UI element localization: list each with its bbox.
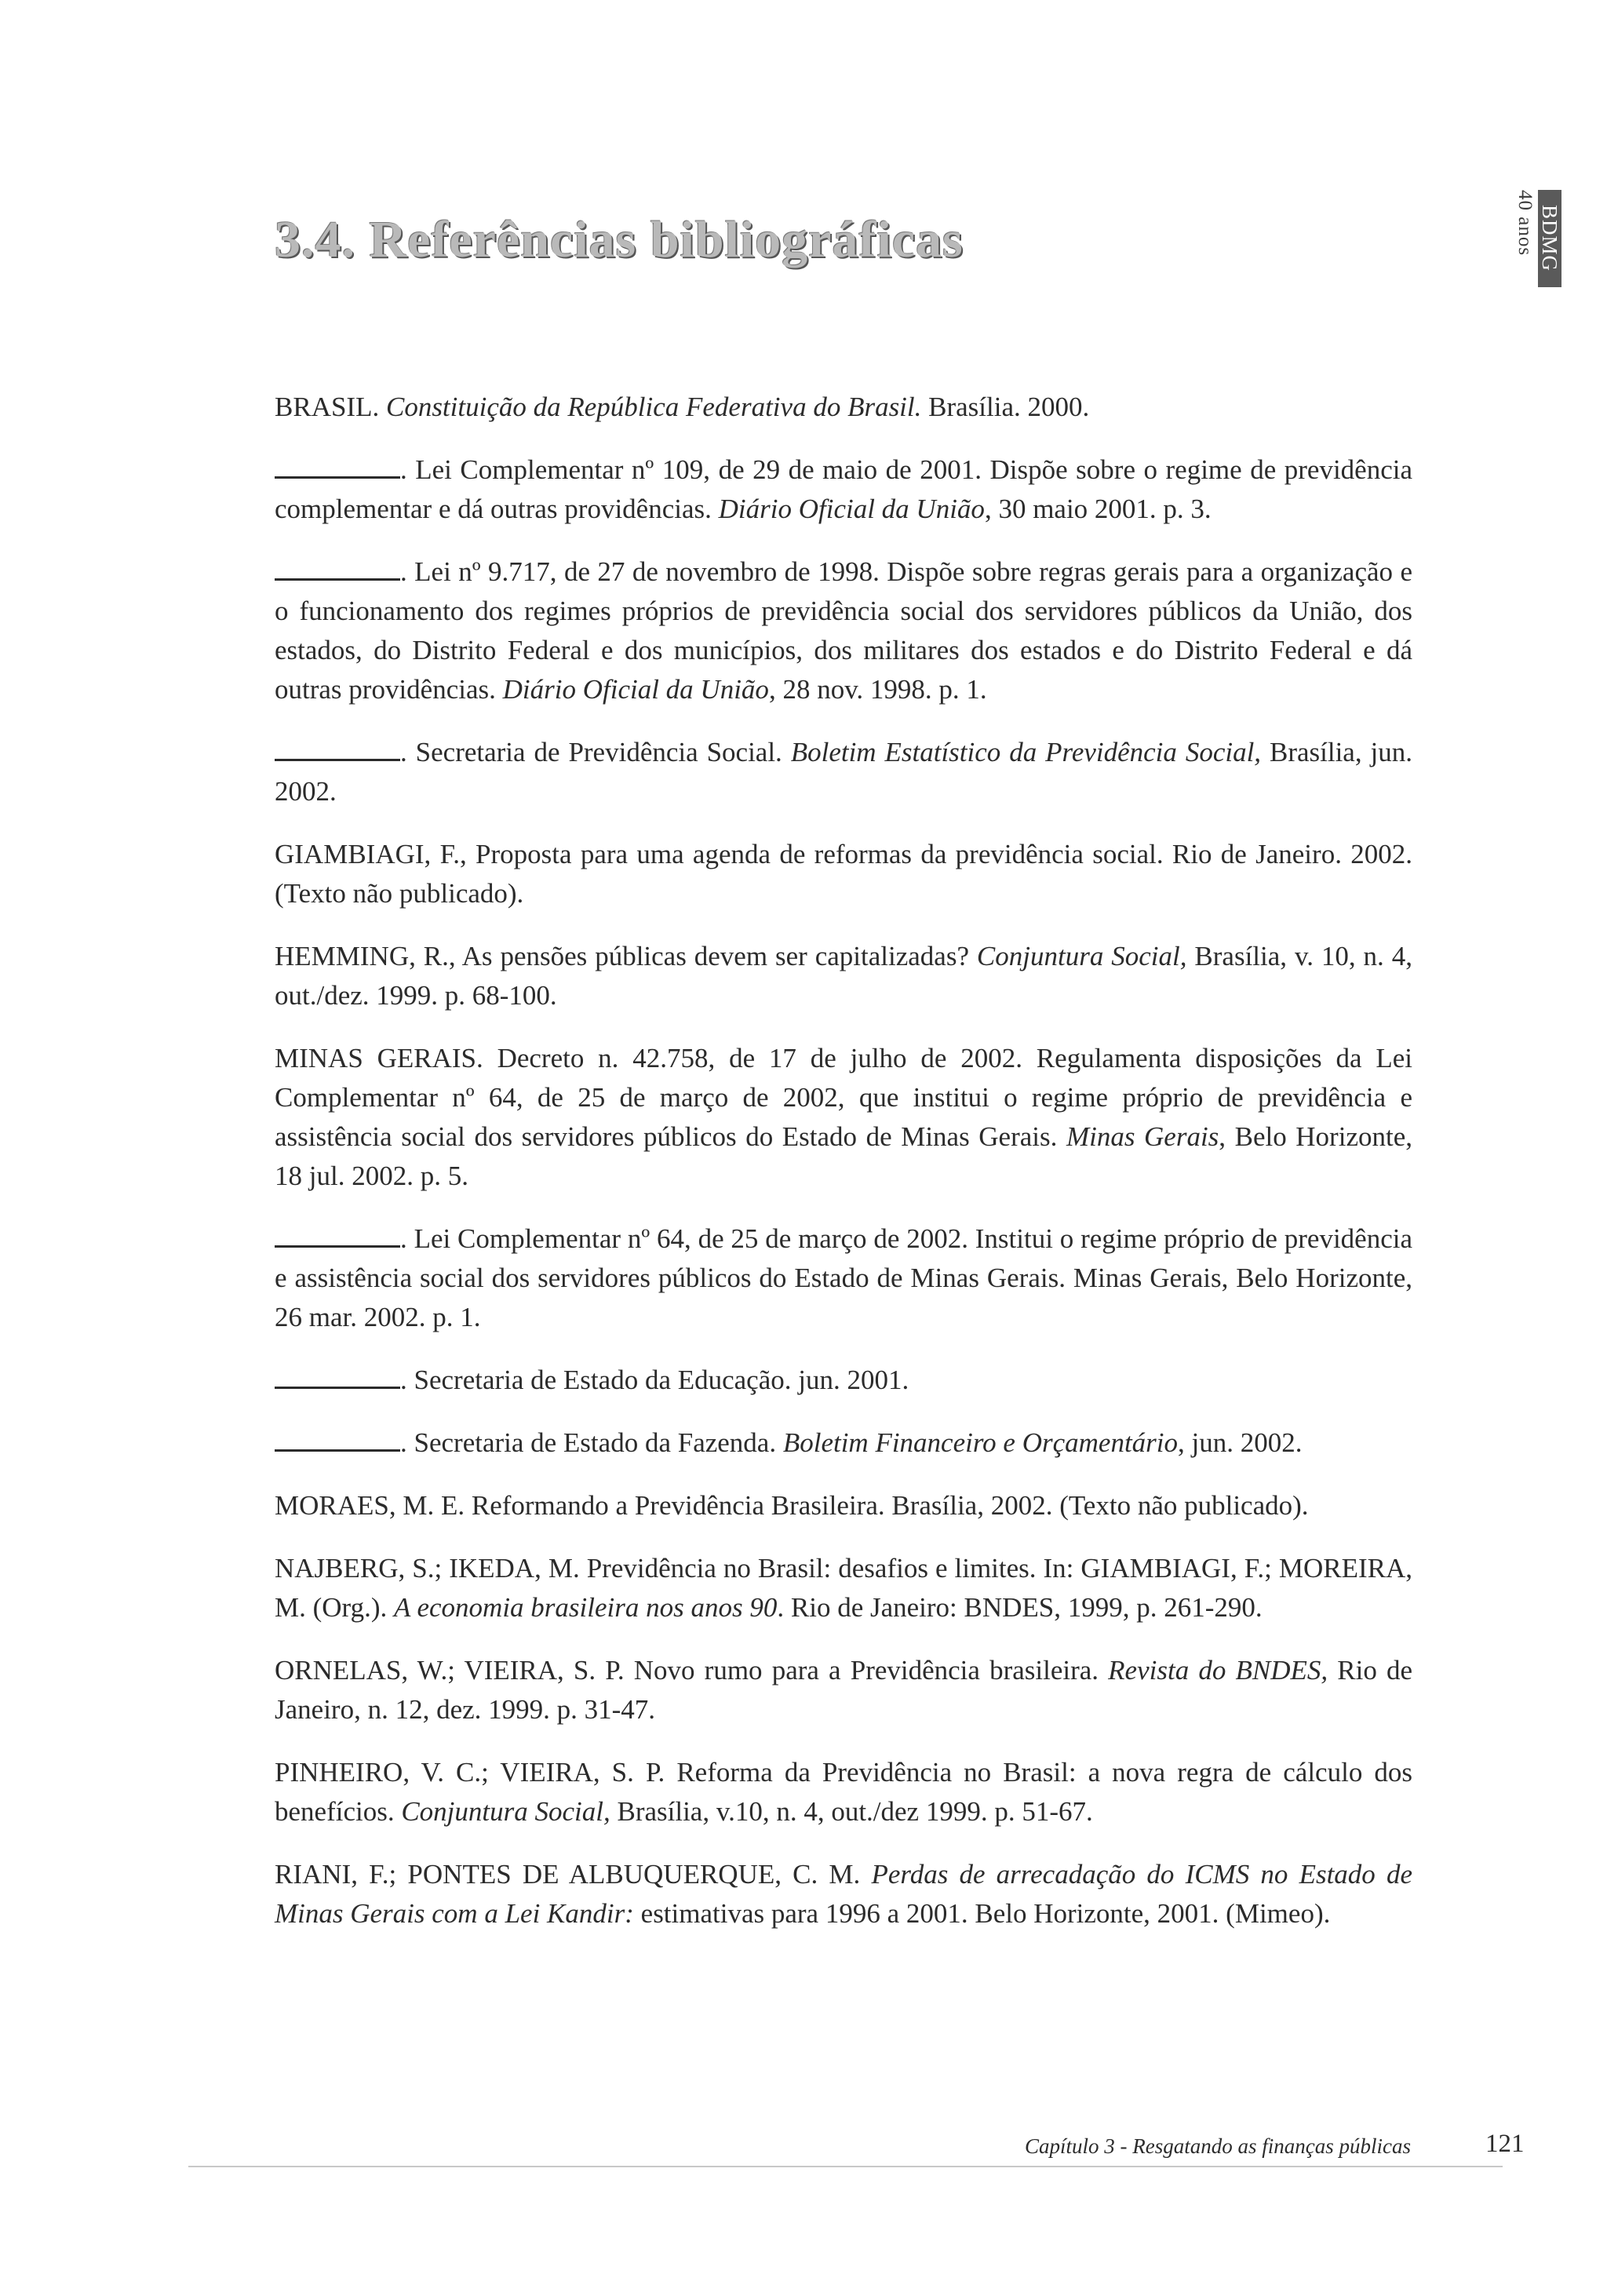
reference-title-italic: Constituição da República Federativa do Brasil.: [385, 392, 922, 422]
reference-text: Brasília. 2000.: [921, 392, 1090, 422]
reference-entry: [275, 1651, 1412, 1729]
reference-title-italic: Boletim Financeiro e Orçamentário: [782, 1427, 1179, 1458]
reference-title-italic: Conjuntura Social,: [401, 1796, 610, 1827]
repeated-author-line: [275, 1363, 400, 1389]
reference-text: Rio de Janeiro, n. 12, dez. 1999. p. 31-47.: [275, 1655, 1412, 1725]
reference-text: GIAMBIAGI, F., Proposta para uma agenda de reformas da previdência social. Rio de Janeiro. 2002. (Texto não publicado).: [275, 839, 1412, 909]
reference-text: RIANI, F.; PONTES DE ALBUQUERQUE, C. M.: [275, 1859, 872, 1890]
reference-entry: [275, 1753, 1412, 1831]
reference-text: , Belo Horizonte, 18 jul. 2002. p. 5.: [275, 1121, 1412, 1191]
page-number: 121: [1485, 2130, 1525, 2158]
repeated-author-line: [275, 735, 400, 761]
reference-text: Brasília, jun. 2002.: [275, 737, 1412, 807]
reference-text: PINHEIRO, V. C.; VIEIRA, S. P. Reforma da Previdência no Brasil: a nova regra de cálculo dos benefícios.: [275, 1757, 1412, 1827]
reference-text: ORNELAS, W.; VIEIRA, S. P. Novo rumo para a Previdência brasileira.: [275, 1655, 1109, 1686]
reference-title-italic: Diário Oficial da União: [718, 494, 985, 524]
repeated-author-line: [275, 453, 400, 479]
reference-title-italic: Diário Oficial da União: [502, 674, 769, 705]
reference-title-italic: Perdas de arrecadação do ICMS no Estado de Minas Gerais com a Lei Kandir:: [275, 1859, 1412, 1929]
reference-list: [275, 388, 1412, 1957]
reference-entry: [275, 388, 1412, 427]
reference-entry: [275, 552, 1412, 709]
page-title: 3.4. Referências bibliográficas: [275, 211, 964, 268]
reference-entry: [275, 450, 1412, 529]
reference-text: BRASIL.: [275, 392, 386, 422]
reference-text: HEMMING, R., As pensões públicas devem ser capitalizadas?: [275, 941, 977, 971]
reference-text: MORAES, M. E. Reformando a Previdência Brasileira. Brasília, 2002. (Texto não publicado).: [275, 1490, 1309, 1521]
reference-title-italic: Boletim Estatístico da Previdência Social,: [790, 737, 1262, 767]
reference-text: estimativas para 1996 a 2001. Belo Horizonte, 2001. (Mimeo).: [633, 1898, 1331, 1929]
reference-text: NAJBERG, S.; IKEDA, M. Previdência no Brasil: desafios e limites. In: GIAMBIAGI, F.; MOREIRA, M. (Org.).: [275, 1553, 1412, 1623]
badge-subtitle: 40 anos: [1514, 190, 1536, 257]
reference-entry: [275, 1855, 1412, 1933]
reference-text: . Lei nº 9.717, de 27 de novembro de 1998. Dispõe sobre regras gerais para a organização e o funcionamento dos regimes próprios de previdência social dos servidores públicos da União, dos estados, do Distrito Federal e dos municípios, dos militares dos estados e do Distrito Federal e dá outras providências.: [275, 556, 1412, 705]
repeated-author-line: [275, 555, 400, 581]
reference-title-italic: Conjuntura Social,: [976, 941, 1187, 971]
reference-text: . Lei Complementar nº 109, de 29 de maio de 2001. Dispõe sobre o regime de previdência complementar e dá outras providências.: [275, 454, 1412, 524]
reference-entry: [275, 1549, 1412, 1627]
reference-entry: [275, 835, 1412, 913]
reference-title-italic: Minas Gerais: [1066, 1121, 1219, 1152]
bdmg-40-anos-badge: [1511, 190, 1561, 287]
badge-logo: BDMG: [1538, 190, 1561, 287]
reference-entry: [275, 1219, 1412, 1337]
reference-entry: [275, 733, 1412, 811]
reference-title-italic: Revista do BNDES,: [1108, 1655, 1328, 1686]
repeated-author-line: [275, 1222, 400, 1248]
reference-text: , jun. 2002.: [1178, 1427, 1303, 1458]
reference-entry: [275, 1361, 1412, 1400]
reference-text: Brasília, v. 10, n. 4, out./dez. 1999. p. 68-100.: [275, 941, 1412, 1011]
reference-text: . Lei Complementar nº 64, de 25 de março de 2002. Institui o regime próprio de previdência e assistência social dos servidores públicos do Estado de Minas Gerais. Minas Gerais, Belo Horizonte, 26 mar. 2002. p. 1.: [275, 1223, 1412, 1332]
reference-text: . Rio de Janeiro: BNDES, 1999, p. 261-290.: [777, 1592, 1263, 1623]
reference-entry: [275, 1423, 1412, 1463]
reference-entry: [275, 1486, 1412, 1525]
reference-text: . Secretaria de Previdência Social.: [400, 737, 791, 767]
reference-entry: [275, 937, 1412, 1015]
reference-title-italic: A economia brasileira nos anos 90: [393, 1592, 778, 1623]
reference-text: . Secretaria de Estado da Educação. jun. 2001.: [400, 1365, 909, 1395]
reference-text: . Secretaria de Estado da Fazenda.: [400, 1427, 783, 1458]
reference-text: Brasília, v.10, n. 4, out./dez 1999. p. 51-67.: [610, 1796, 1093, 1827]
footer-chapter-title: Capítulo 3 - Resgatando as finanças públicas: [1025, 2134, 1411, 2158]
reference-entry: [275, 1039, 1412, 1196]
repeated-author-line: [275, 1426, 400, 1452]
reference-text: MINAS GERAIS. Decreto n. 42.758, de 17 de julho de 2002. Regulamenta disposições da Lei Complementar nº 64, de 25 de março de 2002, que institui o regime próprio de previdência e assistência social dos servidores públicos do Estado de Minas Gerais.: [275, 1043, 1412, 1152]
reference-text: , 28 nov. 1998. p. 1.: [768, 674, 987, 705]
reference-text: , 30 maio 2001. p. 3.: [984, 494, 1212, 524]
footer-divider: [188, 2166, 1503, 2167]
